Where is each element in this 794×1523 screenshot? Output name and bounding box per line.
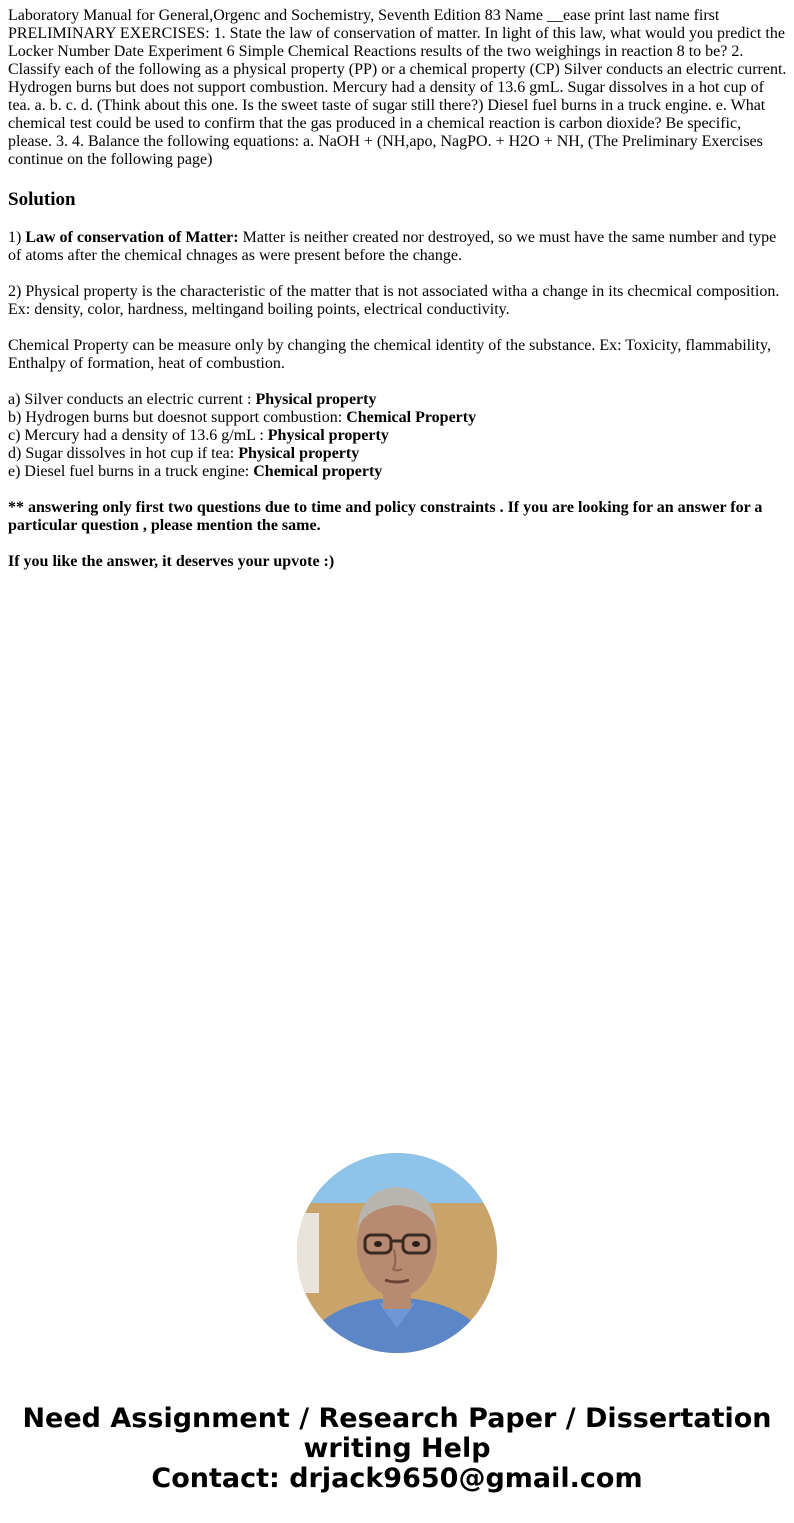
answer-value: Chemical Property xyxy=(346,409,477,426)
answer-question: d) Sugar dissolves in hot cup if tea: xyxy=(8,445,239,462)
answer-value: Chemical property xyxy=(253,463,383,480)
policy-note xyxy=(8,499,788,535)
avatar-switchboard xyxy=(297,1213,319,1293)
footer-line-2: writing Help xyxy=(303,1433,491,1464)
policy-note-text: ** answering only first two questions due to time and policy constraints . If you are looking for an answer for a particular question , please mention the same. xyxy=(8,499,763,534)
answer-value: Physical property xyxy=(255,391,377,408)
answer-item-a xyxy=(8,391,788,409)
upvote-note-text: If you like the answer, it deserves your upvote :) xyxy=(8,553,335,570)
answer-item-e xyxy=(8,463,788,481)
solution-heading: Solution xyxy=(8,189,76,210)
answer-question: a) Silver conducts an electric current : xyxy=(8,391,256,408)
law-term: Law of conservation of Matter: xyxy=(25,229,239,246)
author-avatar xyxy=(297,1153,497,1353)
person-photo-icon xyxy=(297,1153,497,1353)
answer-item-c xyxy=(8,427,788,445)
answer-value: Physical property xyxy=(238,445,360,462)
contact-footer xyxy=(0,1404,794,1494)
answer-item-d xyxy=(8,445,788,463)
footer-line-3: Contact: drjack9650@gmail.com xyxy=(151,1463,643,1494)
avatar-eye-left xyxy=(374,1241,382,1247)
answer-question: b) Hydrogen burns but doesnot support combustion: xyxy=(8,409,347,426)
document-content xyxy=(8,7,788,571)
question-text: Laboratory Manual for General,Orgenc and Sochemistry, Seventh Edition 83 Name __ease print last name first PRELIMINARY EXERCISES: 1. State the law of conservation of matter. In light of this law, what would you predict the Locker Number Date Experiment 6 Simple Chemical Reactions results of the two weighings in reaction 8 to be? 2. Classify each of the following as a physical property (PP) or a chemical property (CP) Silver conducts an electric current. Hydrogen burns but does not support combustion. Mercury had a density of 13.6 gmL. Sugar dissolves in a hot cup of tea. a. b. c. d. (Think about this one. Is the sweet taste of sugar still there?) Diesel fuel burns in a truck engine. e. What chemical test could be used to confirm that the gas produced in a chemical reaction is carbon dioxide? Be specific, please. 3. 4. Balance the following equations: a. NaOH + (NH,apo, NagPO. + H2O + NH, (The Preliminary Exercises continue on the following page) xyxy=(8,7,787,168)
law-text: Matter is neither created nor destroyed, so we must have the same number and type of atoms after the chemical chnages as were present before the change. xyxy=(8,229,777,264)
law-paragraph xyxy=(8,229,788,265)
chemical-property-definition: Chemical Property can be measure only by changing the chemical identity of the substance. Ex: Toxicity, flammability, Enthalpy of formation, heat of combustion. xyxy=(8,337,771,372)
physical-property-definition: 2) Physical property is the characteristic of the matter that is not associated witha a change in its checmical composition. Ex: density, color, hardness, meltingand boiling points, electrical conductivity. xyxy=(8,283,780,318)
law-prefix: 1) xyxy=(8,229,26,246)
footer-line-1: Need Assignment / Research Paper / Dissertation xyxy=(22,1403,772,1434)
avatar-eye-right xyxy=(412,1241,420,1247)
answer-list xyxy=(8,391,788,481)
answer-value: Physical property xyxy=(267,427,389,444)
answer-question: e) Diesel fuel burns in a truck engine: xyxy=(8,463,254,480)
upvote-note xyxy=(8,553,788,571)
answer-question: c) Mercury had a density of 13.6 g/mL : xyxy=(8,427,268,444)
answer-item-b xyxy=(8,409,788,427)
